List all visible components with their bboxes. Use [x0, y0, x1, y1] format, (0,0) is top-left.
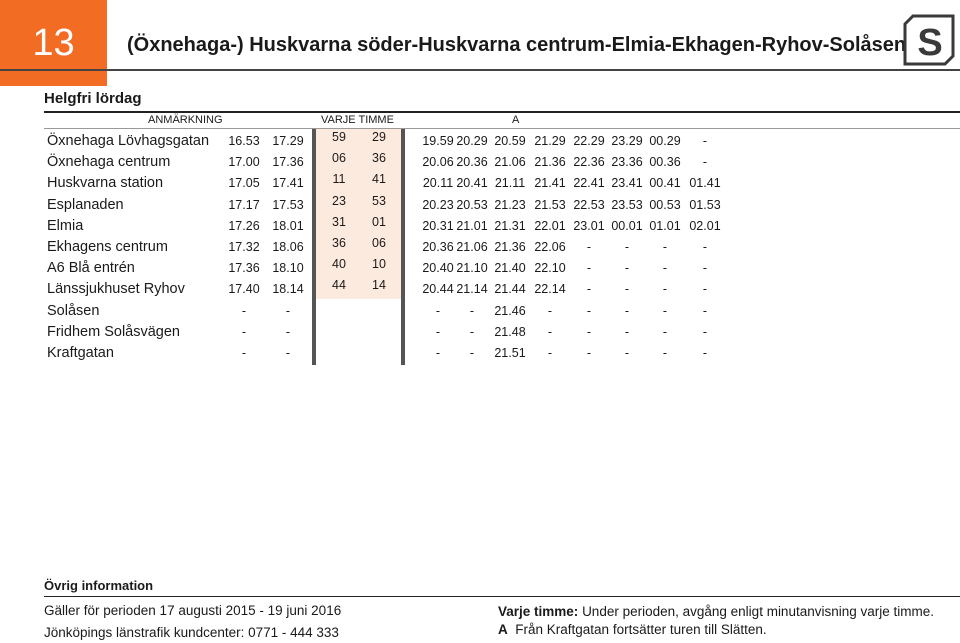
- departure-time: -: [662, 303, 668, 318]
- hourly-minute: 36: [332, 236, 346, 250]
- departure-time: 17.17: [228, 197, 260, 212]
- departure-time: 20.23: [422, 197, 454, 212]
- departure-time: 00.36: [649, 155, 681, 170]
- departure-time: 21.31: [494, 218, 526, 233]
- departure-time: -: [547, 346, 553, 360]
- departure-time: 17.26: [228, 218, 260, 233]
- stop-name: Kraftgatan: [47, 345, 114, 361]
- hourly-minute: 40: [332, 257, 346, 272]
- departure-time: 20.29: [456, 134, 488, 148]
- departure-time: -: [662, 261, 668, 276]
- departure-time: -: [624, 261, 630, 276]
- departure-time: 21.46: [494, 303, 526, 318]
- departure-time: 21.01: [456, 218, 488, 233]
- departure-time: 20.36: [456, 155, 488, 170]
- departure-time: 20.11: [422, 176, 454, 191]
- svg-text:S: S: [917, 22, 943, 64]
- departure-time: 21.10: [456, 261, 488, 276]
- operator-logo-icon: [903, 14, 955, 66]
- departure-time: -: [469, 303, 475, 318]
- stop-name: Elmia: [47, 217, 84, 234]
- stop-name: A6 Blå entrén: [47, 260, 135, 277]
- departure-time: -: [702, 261, 708, 276]
- departure-time: -: [469, 346, 475, 360]
- validity-text: Gäller för perioden 17 augusti 2015 - 19 juni 2016: [44, 603, 342, 618]
- departure-time: 22.10: [534, 261, 566, 276]
- hourly-bar-right: [401, 129, 405, 365]
- departure-time: 23.53: [611, 197, 643, 212]
- hourly-minute: 06: [332, 151, 346, 166]
- departure-time: 22.53: [573, 197, 605, 212]
- departure-time: 23.41: [611, 176, 643, 191]
- departure-time: 21.14: [456, 282, 488, 297]
- departure-time: -: [586, 261, 592, 276]
- departure-time: -: [435, 346, 441, 360]
- hourly-minute: 06: [372, 236, 386, 250]
- departure-time: 21.29: [534, 134, 566, 148]
- hourly-minute: 41: [372, 172, 386, 187]
- departure-time: 22.14: [534, 282, 566, 297]
- departure-time: 00.29: [649, 134, 681, 148]
- contact-text: Jönköpings länstrafik kundcenter: 0771 - 444 333: [44, 625, 339, 640]
- stop-name: Ekhagens centrum: [47, 239, 168, 255]
- hourly-minute: 53: [372, 193, 386, 208]
- departure-time: 21.44: [494, 282, 526, 297]
- departure-time: 21.11: [494, 176, 526, 191]
- departure-time: -: [702, 134, 708, 148]
- departure-time: 00.53: [649, 197, 681, 212]
- departure-time: -: [586, 282, 592, 297]
- departure-time: 18.10: [272, 261, 304, 276]
- departure-time: -: [702, 324, 708, 339]
- departure-time: 23.36: [611, 155, 643, 170]
- hourly-note-text: Under perioden, avgång enligt minutanvisning varje timme.: [582, 604, 935, 619]
- a-note-label: A: [498, 622, 508, 637]
- departure-time: 20.59: [494, 134, 526, 148]
- departure-time: -: [547, 324, 553, 339]
- stop-name: Esplanaden: [47, 196, 124, 213]
- departure-time: -: [586, 346, 592, 360]
- departure-time: 18.06: [272, 240, 304, 254]
- departure-time: -: [435, 324, 441, 339]
- departure-time: 17.36: [228, 261, 260, 276]
- day-type-heading: Helgfri lördag: [44, 90, 142, 107]
- departure-time: 22.41: [573, 176, 605, 191]
- departure-time: -: [702, 240, 708, 254]
- departure-time: -: [435, 303, 441, 318]
- hourly-minute: 01: [372, 214, 386, 229]
- departure-time: -: [241, 324, 247, 339]
- departure-time: 18.01: [272, 218, 304, 233]
- a-note-text: Från Kraftgatan fortsätter turen till Slätten.: [515, 622, 767, 637]
- hourly-minute: 11: [332, 172, 346, 187]
- hourly-minute: 36: [372, 151, 386, 166]
- departure-time: 21.06: [494, 155, 526, 170]
- departure-time: -: [662, 240, 668, 254]
- a-note: [498, 622, 767, 637]
- departure-time: 21.41: [534, 176, 566, 191]
- departure-time: 20.40: [422, 261, 454, 276]
- departure-time: 16.53: [228, 134, 260, 148]
- departure-time: -: [285, 303, 291, 318]
- departure-time: -: [702, 282, 708, 297]
- stop-name: Fridhem Solåsvägen: [47, 323, 180, 340]
- info-divider: [44, 596, 960, 597]
- hourly-bar-left: [312, 129, 316, 365]
- departure-time: 22.29: [573, 134, 605, 148]
- departure-time: -: [662, 346, 668, 360]
- stop-name: Länssjukhuset Ryhov: [47, 281, 185, 298]
- departure-time: 20.36: [422, 240, 454, 254]
- departure-time: -: [702, 346, 708, 360]
- departure-time: -: [285, 346, 291, 360]
- departure-time: 01.41: [689, 176, 721, 191]
- departure-time: 17.29: [272, 134, 304, 148]
- departure-time: -: [624, 346, 630, 360]
- hourly-note: [498, 604, 934, 619]
- departure-time: 20.31: [422, 218, 454, 233]
- departure-time: 00.41: [649, 176, 681, 191]
- departure-time: 21.06: [456, 240, 488, 254]
- departure-time: 20.06: [422, 155, 454, 170]
- departure-time: 00.01: [611, 218, 643, 233]
- departure-time: 22.01: [534, 218, 566, 233]
- hourly-minute: 44: [332, 278, 346, 293]
- departure-time: -: [547, 303, 553, 318]
- hourly-minute: 23: [332, 193, 346, 208]
- remark-column-header: ANMÄRKNING: [148, 114, 223, 126]
- departure-time: -: [702, 303, 708, 318]
- departure-time: 20.53: [456, 197, 488, 212]
- departure-time: -: [586, 240, 592, 254]
- departure-time: -: [662, 324, 668, 339]
- departure-time: -: [624, 240, 630, 254]
- departure-time: 17.41: [272, 176, 304, 191]
- departure-time: 18.14: [272, 282, 304, 297]
- departure-time: -: [586, 324, 592, 339]
- departure-time: 17.00: [228, 155, 260, 170]
- departure-time: -: [586, 303, 592, 318]
- route-title: (Öxnehaga-) Huskvarna söder-Huskvarna centrum-Elmia-Ekhagen-Ryhov-Solåsen: [127, 34, 907, 56]
- hourly-minute: 10: [372, 257, 386, 272]
- note-a-column-header: A: [512, 114, 520, 126]
- column-header-divider: [44, 128, 960, 129]
- departure-time: 02.01: [689, 218, 721, 233]
- departure-time: 21.36: [534, 155, 566, 170]
- stop-name: Solåsen: [47, 302, 100, 319]
- hourly-note-label: Varje timme:: [498, 604, 579, 619]
- departure-time: 17.53: [272, 197, 304, 212]
- hourly-column-header: VARJE TIMME: [321, 114, 394, 126]
- departure-time: -: [624, 324, 630, 339]
- departure-time: -: [241, 303, 247, 318]
- departure-time: 17.36: [272, 155, 304, 170]
- departure-time: 22.36: [573, 155, 605, 170]
- departure-time: -: [241, 346, 247, 360]
- stop-name: Öxnehaga Lövhagsgatan: [47, 133, 210, 149]
- departure-time: -: [662, 282, 668, 297]
- route-number-badge: 13: [0, 0, 107, 86]
- departure-time: 23.01: [573, 218, 605, 233]
- departure-time: 21.40: [494, 261, 526, 276]
- stop-name: Öxnehaga centrum: [47, 154, 171, 171]
- info-heading: Övrig information: [44, 578, 154, 593]
- departure-time: 22.06: [534, 240, 566, 254]
- departure-time: 20.44: [422, 282, 454, 297]
- hourly-minute: 29: [372, 130, 386, 144]
- departure-time: -: [624, 282, 630, 297]
- departure-time: -: [702, 155, 708, 170]
- departure-time: 21.23: [494, 197, 526, 212]
- departure-time: 19.59: [422, 134, 454, 148]
- hourly-minute: 14: [372, 278, 386, 293]
- departure-time: 21.53: [534, 197, 566, 212]
- departure-time: 20.41: [456, 176, 488, 191]
- departure-time: 21.36: [494, 240, 526, 254]
- hourly-minute: 59: [332, 130, 346, 144]
- departure-time: -: [285, 324, 291, 339]
- departure-time: 17.32: [228, 240, 260, 254]
- departure-time: 01.01: [649, 218, 681, 233]
- header-divider: [0, 69, 960, 71]
- departure-time: -: [469, 324, 475, 339]
- departure-time: 21.48: [494, 324, 526, 339]
- departure-time: -: [624, 303, 630, 318]
- departure-time: 17.40: [228, 282, 260, 297]
- departure-time: 21.51: [494, 346, 526, 360]
- stop-name: Huskvarna station: [47, 175, 164, 192]
- departure-time: 01.53: [689, 197, 721, 212]
- hourly-minute: 31: [332, 214, 346, 229]
- departure-time: 17.05: [228, 176, 260, 191]
- departure-time: 23.29: [611, 134, 643, 148]
